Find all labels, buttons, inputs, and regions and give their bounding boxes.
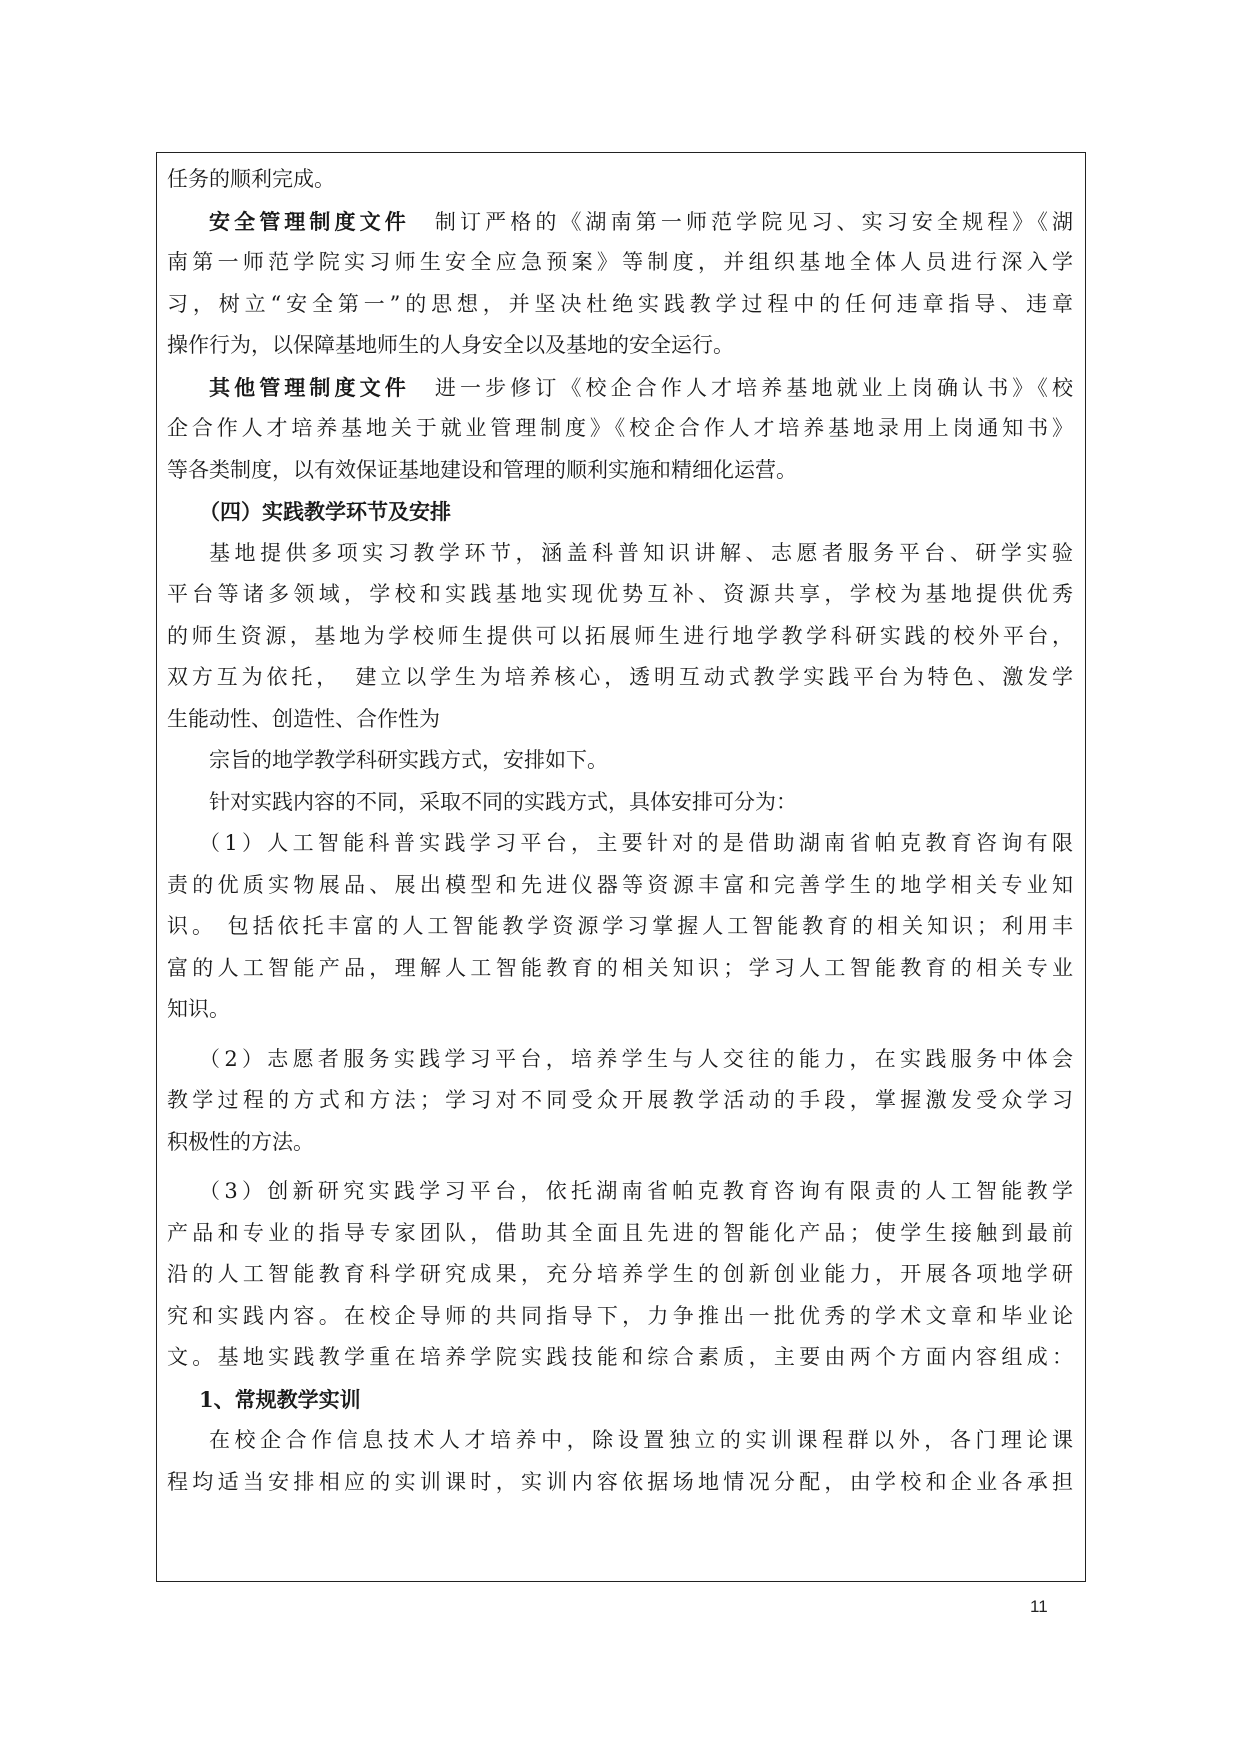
text-line: 在校企合作信息技术人才培养中，除设置独立的实训课程群以外，各门理论课 <box>209 1428 1073 1452</box>
text-line: 积极性的方法。 <box>167 1129 314 1154</box>
text-line: （2）志愿者服务实践学习平台，培养学生与人交往的能力，在实践服务中体会 <box>199 1046 1073 1071</box>
page-number: 11 <box>1030 1597 1048 1616</box>
text-line: 责的优质实物展品、展出模型和先进仪器等资源丰富和完善学生的地学相关专业知 <box>167 872 1073 897</box>
section-heading-safety: 安全管理制度文件 <box>209 208 410 234</box>
text-line: 平台等诸多领域，学校和实践基地实现优势互补、资源共享，学校为基地提供优秀 <box>167 582 1073 606</box>
text-line: 习，树立“安全第一”的思想，并坚决杜绝实践教学过程中的任何违章指导、违章 <box>167 291 1073 316</box>
text-line: 沿的人工智能教育科学研究成果，充分培养学生的创新创业能力，开展各项地学研 <box>167 1262 1073 1286</box>
text-line: 基地提供多项实习教学环节，涵盖科普知识讲解、志愿者服务平台、研学实验 <box>209 540 1073 565</box>
text-line: 文。基地实践教学重在培养学院实践技能和综合素质，主要由两个方面内容组成： <box>167 1345 1073 1369</box>
text-line: 教学过程的方式和方法；学习对不同受众开展教学活动的手段，掌握激发受众学习 <box>167 1088 1073 1112</box>
content-frame <box>156 152 1086 1582</box>
text-line: 产品和专业的指导专家团队，借助其全面且先进的智能化产品；使学生接触到最前 <box>167 1220 1073 1245</box>
text-line: 企合作人才培养基地关于就业管理制度》《校企合作人才培养基地录用上岗通知书》 <box>167 416 1073 440</box>
text-line: 识。 包括依托丰富的人工智能教学资源学习掌握人工智能教育的相关知识；利用丰 <box>167 914 1073 938</box>
text-line: 宗旨的地学教学科研实践方式，安排如下。 <box>209 748 608 772</box>
text-line: 究和实践内容。在校企导师的共同指导下，力争推出一批优秀的学术文章和毕业论 <box>167 1303 1073 1328</box>
text-line: 等各类制度，以有效保证基地建设和管理的顺利实施和精细化运营。 <box>167 457 797 482</box>
text-line: 富的人工智能产品，理解人工智能教育的相关知识；学习人工智能教育的相关专业 <box>167 955 1073 980</box>
text-line: 任务的顺利完成。 <box>167 167 335 191</box>
text-line: 知识。 <box>167 997 230 1021</box>
text-line: 针对实践内容的不同，采取不同的实践方式，具体安排可分为： <box>209 789 797 814</box>
text-line: 双方互为依托， 建立以学生为培养核心，透明互动式教学实践平台为特色、激发学 <box>167 665 1073 689</box>
section-heading-practice: （四）实践教学环节及安排 <box>199 499 451 524</box>
text-line: 操作行为，以保障基地师生的人身安全以及基地的安全运行。 <box>167 333 734 357</box>
text-line: 生能动性、创造性、合作性为 <box>167 706 440 731</box>
text-line: 程均适当安排相应的实训课时，实训内容依据场地情况分配，由学校和企业各承担 <box>167 1469 1073 1494</box>
text-line: （1）人工智能科普实践学习平台，主要针对的是借助湖南省帕克教育咨询有限 <box>199 831 1073 855</box>
text-line: 南第一师范学院实习师生安全应急预案》等制度，并组织基地全体人员进行深入学 <box>167 250 1073 274</box>
text-span: 进一步修订《校企合作人才培养基地就业上岗确认书》《校 <box>409 375 1073 400</box>
section-heading-other: 其他管理制度文件 <box>209 374 410 400</box>
paragraph-safety-rules <box>167 201 1073 243</box>
document-body <box>167 159 1073 1503</box>
text-line: 的师生资源，基地为学校师生提供可以拓展师生进行地学教学科研实践的校外平台， <box>167 623 1073 648</box>
text-line: （3）创新研究实践学习平台，依托湖南省帕克教育咨询有限责的人工智能教学 <box>199 1179 1073 1203</box>
text-span: 制订严格的《湖南第一师范学院见习、实习安全规程》《湖 <box>409 209 1073 234</box>
paragraph-other-rules <box>167 367 1073 409</box>
section-heading-training: 1、常规教学实训 <box>199 1386 361 1412</box>
